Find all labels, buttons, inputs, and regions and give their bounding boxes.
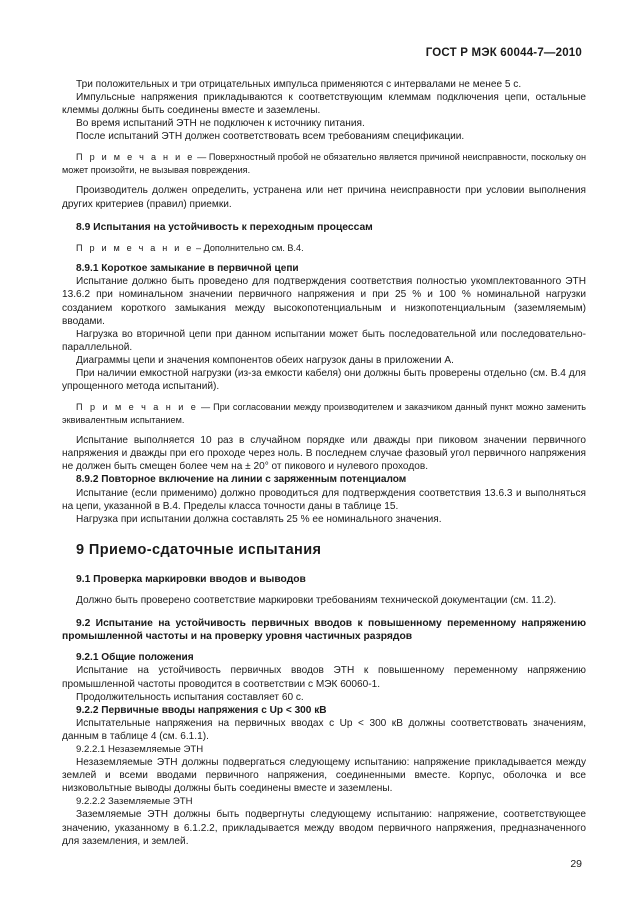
note-label: П р и м е ч а н и е <box>76 402 199 413</box>
section-heading-9-2-1: 9.2.1 Общие положения <box>76 652 194 664</box>
paragraph: Испытание выполняется 10 раз в случайном порядке или дважды при пиковом значении первичного напряжения и дважды при его проходе через ноль. В последнем случае фазовый угол первичного напряжения не должен быть смещен более чем на ± 20° от пикового и нулевого проходов. <box>62 435 586 473</box>
paragraph: Должно быть проверено соответствие маркировки требованиям технической документации (см. 11.2). <box>76 595 557 607</box>
section-heading-8-9: 8.9 Испытания на устойчивость к переходным процессам <box>76 221 373 233</box>
section-heading-9-2-2-2: 9.2.2.2 Заземляемые ЭТН <box>76 796 193 808</box>
note-label: П р и м е ч а н и е <box>76 152 195 163</box>
paragraph: Испытание (если применимо) должно проводиться для подтверждения соответствия 13.6.3 и выполняться на цепи, указанной в В.4. Пределы класса точности даны в таблице 15. <box>62 487 586 512</box>
paragraph: Незаземляемые ЭТН должны подвергаться следующему испытанию: напряжение прикладывается между землей и всеми вводами первичного напряжения, соединенными вместе. Корпус, оболочка и все низковольтные выводы должны быть соединены вместе и заземлены. <box>62 757 586 795</box>
note <box>62 401 586 426</box>
paragraph: Нагрузка при испытании должна составлять 25 % ее номинального значения. <box>76 513 442 525</box>
section-heading-9-2-2: 9.2.2 Первичные вводы напряжения с Uр < 300 кВ <box>76 704 327 716</box>
paragraph: При наличии емкостной нагрузки (из-за емкости кабеля) они должны быть проверены отдельно (см. В.4 для упрощенного метода испытаний). <box>62 368 586 393</box>
note-text: — Поверхностный пробой не обязательно является причиной неисправности, поскольку он может произойти, не вызывая повреждения. <box>62 152 586 175</box>
note-label: П р и м е ч а н и е <box>76 242 194 253</box>
paragraph: Нагрузка во вторичной цепи при данном испытании может быть последовательной или последовательно-параллельной. <box>62 328 586 353</box>
document-header: ГОСТ Р МЭК 60044-7—2010 <box>425 47 582 59</box>
page-body <box>62 78 586 848</box>
section-heading-9-2-2-1: 9.2.2.1 Незаземляемые ЭТН <box>76 743 204 755</box>
paragraph: Во время испытаний ЭТН не подключен к источнику питания. <box>76 118 365 130</box>
page-number: 29 <box>570 858 582 870</box>
paragraph: Диаграммы цепи и значения компонентов обеих нагрузок даны в приложении А. <box>76 354 454 366</box>
note <box>62 151 586 176</box>
section-heading-8-9-1: 8.9.1 Короткое замыкание в первичной цепи <box>76 263 299 275</box>
paragraph: Испытание на устойчивость первичных вводов ЭТН к повышенному переменному напряжению промышленной частоты проводится в соответствии с МЭК 60060-1. <box>62 665 586 690</box>
paragraph: Производитель должен определить, устранена или нет причина неисправности при условии выполнения других критериев (правил) приемки. <box>62 185 586 210</box>
paragraph: Продолжительность испытания составляет 60 с. <box>76 691 304 703</box>
section-heading-9-1: 9.1 Проверка маркировки вводов и выводов <box>76 573 306 585</box>
section-heading-8-9-2: 8.9.2 Повторное включение на линии с заряженным потенциалом <box>76 474 407 486</box>
section-heading-9: 9 Приемо-сдаточные испытания <box>76 541 322 558</box>
note <box>62 242 586 255</box>
paragraph: Три положительных и три отрицательных импульса применяются с интервалами не менее 5 с. <box>76 79 522 90</box>
paragraph: Импульсные напряжения прикладываются к соответствующим клеммам подключения цепи, остальные клеммы должны быть соединены вместе и заземлены. <box>62 92 586 117</box>
note-text: – Дополнительно см. В.4. <box>193 242 304 253</box>
paragraph: После испытаний ЭТН должен соответствовать всем требованиям спецификации. <box>76 131 465 143</box>
paragraph: Испытание должно быть проведено для подтверждения соответствия полностью укомплектованного ЭТН 13.6.2 при номинальном значении первичного напряжения и при 25 % и 100 % номинальной нагрузки созданием короткого замыкания между высокопотенциальным и низкопотенциальным (заземляемым) вводами. <box>62 276 586 327</box>
paragraph: Заземляемые ЭТН должны быть подвергнуты следующему испытанию: напряжение, соответствующее значению, указанному в 6.1.2.2, прикладывается между вводом первичного напряжения, предназначенного для заземления, и землей. <box>62 809 586 847</box>
note-text: — При согласовании между производителем и заказчиком данный пункт можно заменить эквивалентным испытанием. <box>62 402 586 425</box>
paragraph: Испытательные напряжения на первичных вводах с Uр < 300 кВ должны соответствовать значениям, данным в таблице 4 (см. 6.1.1). <box>62 717 586 742</box>
section-heading-9-2: 9.2 Испытание на устойчивость первичных вводов к повышенному переменному напряжению промышленной частоты и на проверку уровня частичных разрядов <box>62 618 586 643</box>
